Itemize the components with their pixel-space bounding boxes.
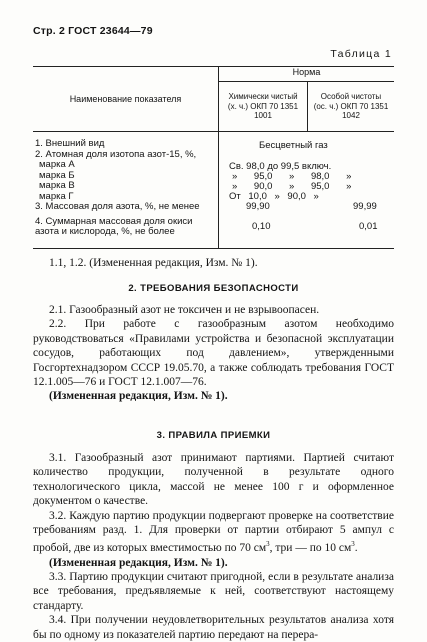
row-label: азота и кислорода, %, не более [35,226,175,237]
row-label: марка А [39,159,75,170]
row-label: 2. Атомная доля изотопа азот-15, %, [35,148,197,160]
row-label: марка Г [39,190,74,202]
column-header-norm: Норма [219,67,395,82]
value-nitrogen-grade-2: 99,99 [353,201,377,212]
value-appearance: Бесцветный газ [259,140,328,151]
column-header-name: Наименование показателя [33,67,219,132]
value-oxides-grade-1: 0,10 [252,221,271,232]
value-mark-g: От 10,0 » 90,0 » [229,191,319,202]
paragraph: 3.4. При получении неудовлетворительных результатов анализа хотя бы по одному из показателей партию передают на перера- [33,614,394,641]
paragraph: 3.2. Каждую партию продукции подвергают проверке на соответствие требованиям разд. 1. Для проверки от партии отбирают 5 ампул с пробой, две из которых вместимостью по 70 $см^3$, три — по 10 $см^3$. [33,509,394,555]
column-header-grade-2: Особой чистоты (ос. ч.) ОКП 70 1351 1042 [308,82,395,132]
indicator-names [33,132,219,249]
section-acceptance-body [33,451,394,642]
edit-note: 1.1, 1.2. (Измененная редакция, Изм. № 1). [49,257,258,269]
page-header: Стр. 2 ГОСТ 23644—79 [33,25,153,37]
section-title-acceptance: 3. ПРАВИЛА ПРИЕМКИ [156,430,271,441]
row-label: 4. Суммарная массовая доля окиси [35,215,193,227]
column-header-grade-1: Химически чистый (х. ч.) ОКП 70 1351 1001 [219,82,308,132]
edit-note: (Измененная редакция, Изм. № 1). [49,556,228,569]
paragraph: 3.3. Партию продукции считают пригодной, если в результате анализа все требования, предъявляемые к ней, соответствуют настоящему стандарту. [33,571,394,612]
edit-note: (Измененная редакция, Изм. № 1). [49,390,228,403]
norm-values [219,132,395,249]
section-safety-body [33,303,394,404]
row-label: марка В [39,180,75,191]
value-oxides-grade-2: 0,01 [359,221,378,232]
paragraph: 3.1. Газообразный азот принимают партиями. Партией считают количество продукции, полученной в результате одного технологического цикла, массой не менее 100 г и оформленное документом о качестве. [33,452,394,508]
row-label: 1. Внешний вид [35,138,105,149]
value-nitrogen-grade-1: 99,90 [246,201,270,212]
value-mark-b: » 95,0 » 98,0 » [232,171,352,182]
row-label: марка Б [39,169,75,181]
value-mark-a: Св. 98,0 до 99,5 включ. [229,161,332,172]
value-mark-v: » 90,0 » 95,0 » [232,181,352,192]
specification-table [33,66,394,249]
section-title-safety: 2. ТРЕБОВАНИЯ БЕЗОПАСНОСТИ [128,283,299,294]
table-caption: Таблица 1 [330,48,392,60]
row-label: 3. Массовая доля азота, %, не менее [35,201,200,212]
paragraph: 2.1. Газообразный азот не токсичен и не взрывоопасен. [49,304,320,316]
paragraph: 2.2. При работе с газообразным азотом необходимо руководствоваться «Правилами устройства и безопасной эксплуатации сосудов, работающих под давлением», утвержденными Госгортехнадзором СССР 19.05.70, а также соблюдать требования ГОСТ 12.1.005—76 и ГОСТ 12.1.007—76. [33,318,394,389]
